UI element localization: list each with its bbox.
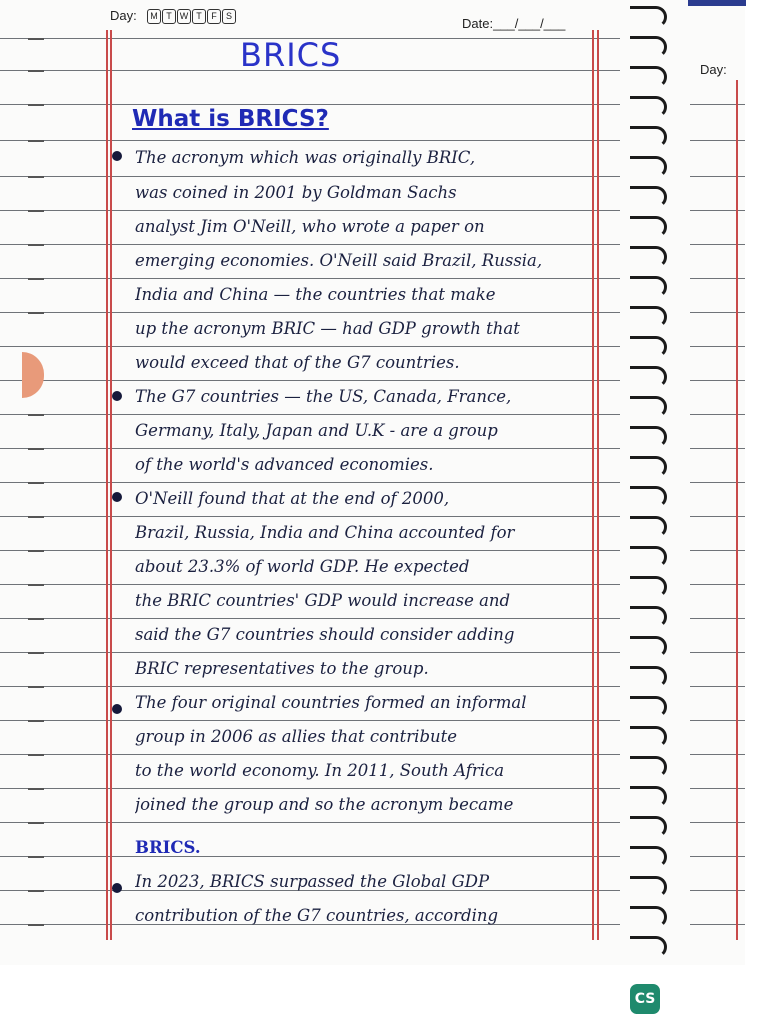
text-line: India and China — the countries that make [135,285,496,304]
spiral-coil [630,576,667,598]
ruled-line [0,618,620,619]
day-box: S [222,9,236,24]
margin-tick [28,754,44,756]
spiral-coil [630,336,667,358]
ruled-line [0,176,620,177]
next-page-cover-edge [688,0,746,6]
ruled-line [0,104,620,105]
bullet-dot [112,492,122,502]
page-header [110,8,610,30]
ruled-line [0,312,620,313]
ruled-line [0,720,620,721]
text-line: BRIC representatives to the group. [135,659,429,678]
ruled-line [0,584,620,585]
text-line: BRICS. [135,838,201,857]
text-line: The four original countries formed an informal [135,693,527,712]
ruled-line [0,244,620,245]
ruled-line [0,482,620,483]
text-line: O'Neill found that at the end of 2000, [135,489,450,508]
margin-tick [28,788,44,790]
margin-tick [28,414,44,416]
left-margin-line [110,30,112,940]
text-line: about 23.3% of world GDP. He expected [135,557,470,576]
text-line: the BRIC countries' GDP would increase and [135,591,511,610]
spiral-coil [630,516,667,538]
margin-tick [28,210,44,212]
text-line: was coined in 2001 by Goldman Sachs [135,183,457,202]
spiral-coil [630,366,667,388]
text-line: said the G7 countries should consider adding [135,625,515,644]
day-box: W [177,9,191,24]
spiral-coil [630,786,667,808]
spiral-coil [630,816,667,838]
margin-tick [28,104,44,106]
ruled-line [0,652,620,653]
day-label: Day: [110,8,137,23]
spiral-coil [630,456,667,478]
spiral-coil [630,36,667,58]
text-line: In 2023, BRICS surpassed the Global GDP [135,872,490,891]
ruled-line [0,278,620,279]
ruled-line [0,550,620,551]
spiral-coil [630,486,667,508]
bullet-dot [112,391,122,401]
section-heading: What is BRICS? [132,106,329,132]
text-line: Germany, Italy, Japan and U.K - are a group [135,421,498,440]
next-page-day-label: Day: [700,62,727,77]
ruled-line [0,686,620,687]
spiral-coil [630,546,667,568]
finger-shadow [22,352,44,398]
text-line: contribution of the G7 countries, according [135,906,499,925]
margin-tick [28,140,44,142]
ruled-line [0,140,620,141]
spiral-coil [630,396,667,418]
camscanner-logo: CS [630,984,660,1014]
date-label: Date:___/___/___ [462,16,566,31]
bullet-dot [112,151,122,161]
margin-tick [28,176,44,178]
spiral-coil [630,876,667,898]
ruled-line [0,346,620,347]
text-line: group in 2006 as allies that contribute [135,727,458,746]
spiral-coil [630,246,667,268]
day-box: T [162,9,176,24]
bullet-dot [112,883,122,893]
margin-tick [28,482,44,484]
spiral-coil [630,696,667,718]
ruled-line [0,822,620,823]
margin-tick [28,720,44,722]
margin-tick [28,244,44,246]
ruled-line [0,210,620,211]
ruled-line [0,448,620,449]
spiral-coil [630,126,667,148]
ruled-line [0,516,620,517]
spiral-coil [630,66,667,88]
left-margin-line [106,30,108,940]
margin-tick [28,584,44,586]
margin-tick [28,448,44,450]
spiral-coil [630,636,667,658]
margin-tick [28,924,44,926]
text-line: emerging economies. O'Neill said Brazil, Russia, [135,251,543,270]
margin-tick [28,856,44,858]
spiral-coil [630,96,667,118]
text-line: would exceed that of the G7 countries. [135,353,460,372]
text-line: Brazil, Russia, India and China accounted for [135,523,515,542]
margin-tick [28,550,44,552]
page-title: BRICS [240,36,342,74]
margin-tick [28,312,44,314]
spiral-coil [630,756,667,778]
text-line: The acronym which was originally BRIC, [135,148,476,167]
spiral-coil [630,726,667,748]
margin-tick [28,890,44,892]
margin-tick [28,652,44,654]
text-line: joined the group and so the acronym became [135,795,514,814]
next-page-margin-line [736,80,738,940]
margin-tick [28,38,44,40]
day-boxes [147,9,236,24]
spiral-coil [630,156,667,178]
text-line: The G7 countries — the US, Canada, France, [135,387,512,406]
day-box: T [192,9,206,24]
margin-tick [28,516,44,518]
spiral-coil [630,276,667,298]
ruled-line [0,754,620,755]
margin-tick [28,686,44,688]
margin-tick [28,618,44,620]
spiral-coil [630,906,667,928]
ruled-line [0,788,620,789]
day-box: F [207,9,221,24]
text-line: to the world economy. In 2011, South Africa [135,761,505,780]
spiral-coil [630,306,667,328]
spiral-coil [630,6,667,28]
spiral-coil [630,606,667,628]
ruled-line [0,380,620,381]
spiral-coil [630,216,667,238]
bullet-dot [112,704,122,714]
spiral-coil [630,186,667,208]
spiral-coil [630,936,667,958]
margin-tick [28,278,44,280]
text-line: up the acronym BRIC — had GDP growth that [135,319,520,338]
spiral-coil [630,846,667,868]
margin-tick [28,822,44,824]
spiral-coil [630,666,667,688]
margin-tick [28,70,44,72]
day-box: M [147,9,161,24]
text-line: analyst Jim O'Neill, who wrote a paper on [135,217,485,236]
text-line: of the world's advanced economies. [135,455,434,474]
ruled-line [0,414,620,415]
spiral-coil [630,426,667,448]
